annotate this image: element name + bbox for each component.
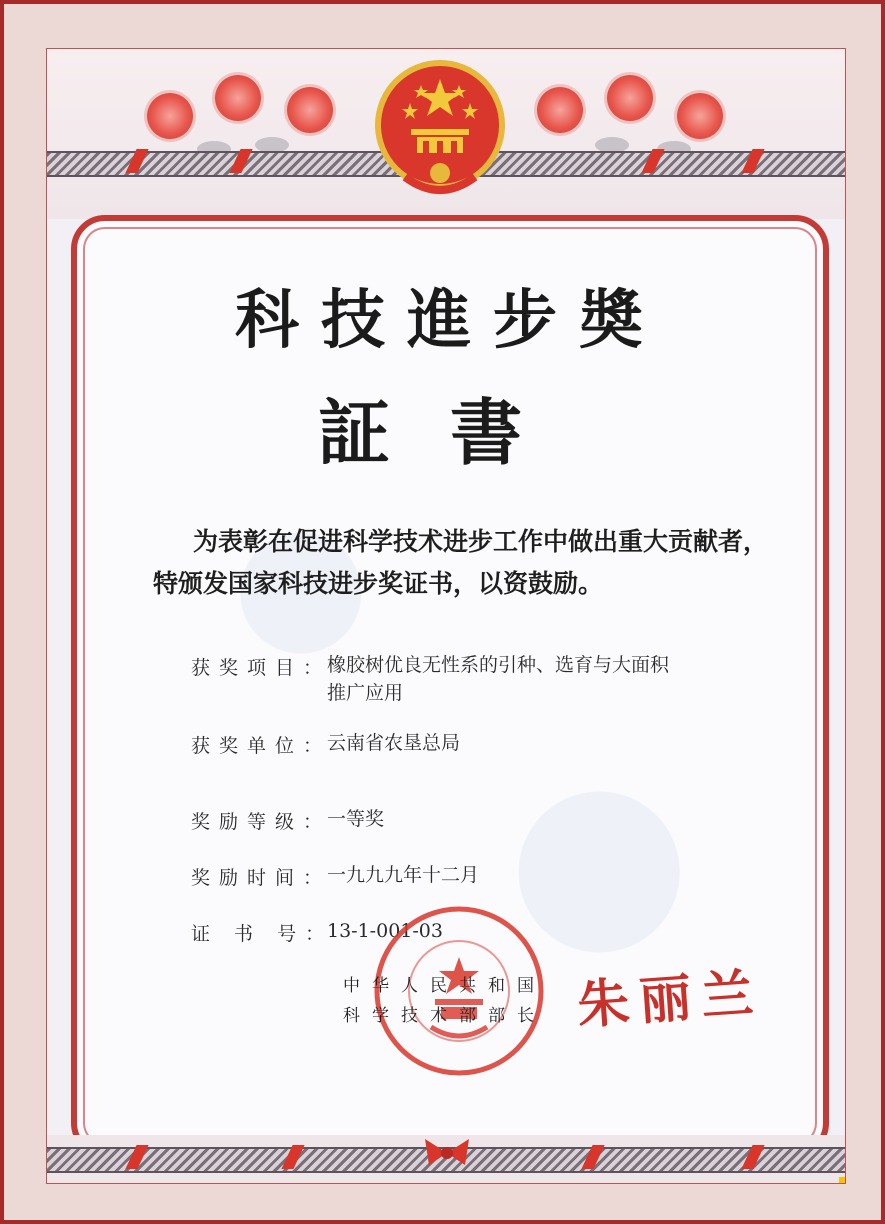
field-value-project: 橡胶树优良无性系的引种、选育与大面积推广应用 xyxy=(327,654,670,704)
ribbon-bow-icon xyxy=(419,1135,475,1171)
certificate-title: 科技進步奬 xyxy=(235,283,665,358)
national-emblem-icon xyxy=(365,55,515,205)
field-value-number: 13-1-001-03 xyxy=(327,920,443,942)
peony-decoration xyxy=(287,87,333,133)
certificate xyxy=(46,48,846,1184)
field-value-unit: 云南省农垦总局 xyxy=(327,732,461,754)
corner-mark xyxy=(839,1177,845,1183)
field-label-date: 奖励时间： xyxy=(191,867,332,889)
peony-decoration xyxy=(607,75,653,121)
issuer-line-title: 科学技术部部长 xyxy=(343,1006,546,1026)
peony-decoration xyxy=(147,93,193,139)
field-label-unit: 获奖单位： xyxy=(191,735,332,757)
field-label-number: 证 书 号： xyxy=(191,923,334,945)
citation-text: 为表彰在促进科学技术进步工作中做出重大贡献者，特颁发国家科技进步奖证书，以资鼓励。 xyxy=(153,527,769,598)
peony-decoration xyxy=(215,75,261,121)
top-decorative-band xyxy=(47,49,845,219)
minister-signature: 朱丽兰 xyxy=(575,962,766,1037)
certificate-subtitle: 証書 xyxy=(317,390,582,475)
issuer-line-country: 中华人民共和国 xyxy=(343,976,546,996)
field-value-date: 一九九九年十二月 xyxy=(327,864,480,886)
issuer-block xyxy=(343,971,583,1031)
peony-decoration xyxy=(677,93,723,139)
field-label-level: 奖励等级： xyxy=(191,811,332,833)
peony-decoration xyxy=(537,87,583,133)
field-value-level: 一等奖 xyxy=(327,808,385,830)
certificate-body xyxy=(71,215,829,1157)
field-label-project: 获奖项目： xyxy=(191,657,332,679)
